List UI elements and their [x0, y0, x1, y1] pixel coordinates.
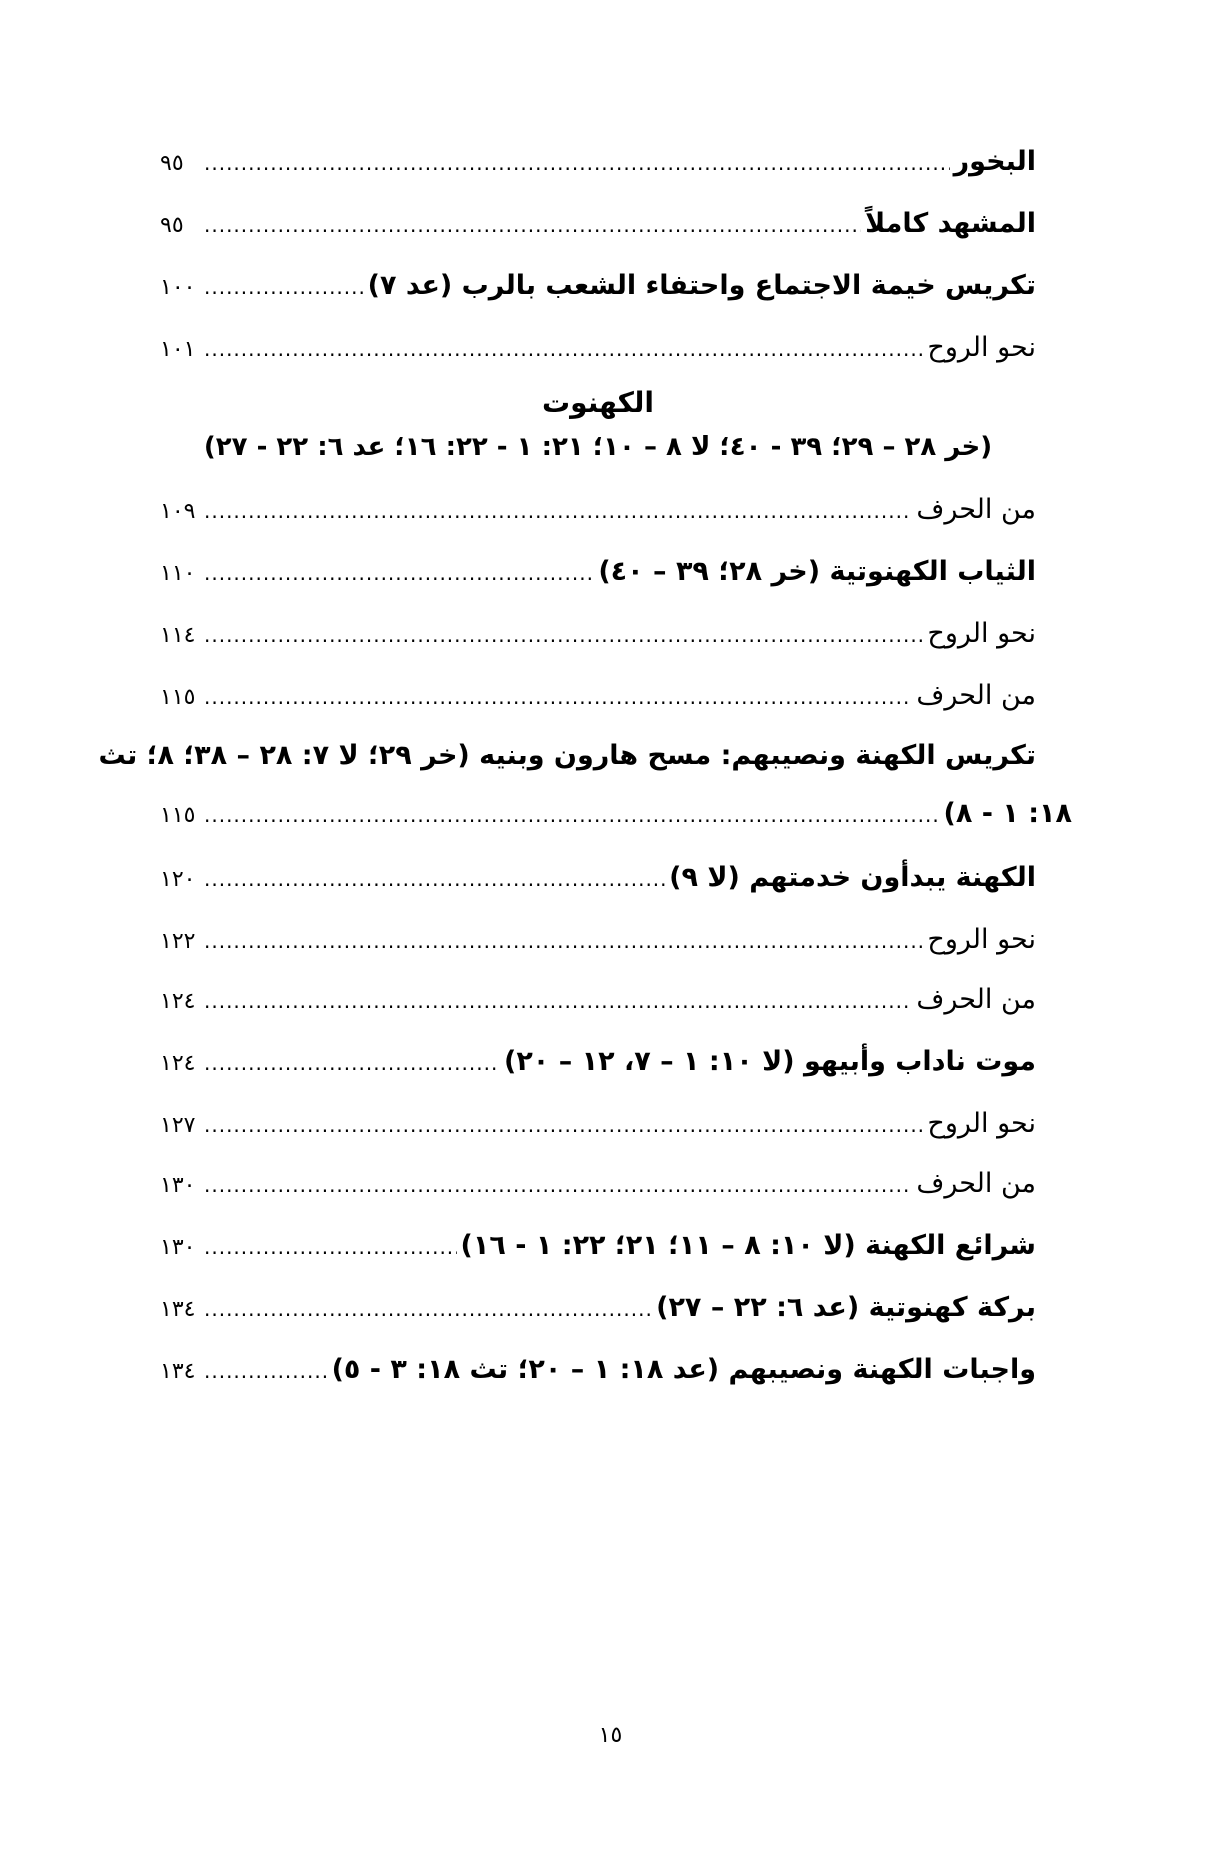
toc-entry-page: ٩٥ — [160, 151, 184, 176]
toc-entry-page: ١٣٠ — [160, 1235, 196, 1260]
toc-entry-priest-laws — [160, 1226, 1036, 1266]
toc-entry-title: الثياب الكهنوتية (خر ٢٨؛ ٣٩ – ٤٠) — [598, 556, 1036, 587]
toc-entry-title: من الحرف — [916, 680, 1036, 711]
toc-entry-page: ١٣٤ — [160, 1297, 196, 1322]
section-title: الكهنوت — [542, 386, 654, 419]
dot-leader — [204, 329, 923, 369]
toc-entry-title: نحو الروح — [927, 618, 1036, 649]
toc-entry-title: واجبات الكهنة ونصيبهم (عد ١٨: ١ – ٢٠؛ تث ١٨: ٣ - ٥) — [331, 1354, 1036, 1385]
toc-entry-letter — [160, 490, 1036, 530]
toc-entry-letter — [160, 980, 1036, 1020]
dot-leader — [204, 1289, 652, 1329]
dot-leader — [204, 1105, 923, 1145]
dot-leader — [204, 1043, 500, 1083]
toc-entry-title: ١٨: ١ - ٨) — [943, 798, 1072, 829]
toc-entry-priestly-blessing — [160, 1288, 1036, 1328]
toc-entry-title: نحو الروح — [927, 1108, 1036, 1139]
toc-entry-title: بركة كهنوتية (عد ٦: ٢٢ – ٢٧) — [656, 1292, 1036, 1323]
toc-entry-page: ١٢٤ — [160, 1051, 196, 1076]
toc-entry-spirit — [160, 920, 1036, 960]
dot-leader — [204, 795, 940, 835]
toc-entry-spirit — [160, 1104, 1036, 1144]
toc-entry-page: ١١٤ — [160, 623, 196, 648]
dot-leader — [204, 1351, 328, 1391]
dot-leader — [204, 1227, 457, 1267]
toc-entry-letter — [160, 1164, 1036, 1204]
toc-entry-page: ١٢٠ — [160, 867, 196, 892]
toc-entry-page: ٩٥ — [160, 213, 184, 238]
toc-entry-page: ١٢٤ — [160, 989, 196, 1014]
toc-entry-letter — [160, 676, 1036, 716]
dot-leader — [204, 143, 950, 183]
dot-leader — [204, 981, 912, 1021]
dot-leader — [204, 491, 912, 531]
toc-entry-garments — [160, 552, 1036, 592]
toc-entry-consecration-line2 — [160, 794, 1072, 834]
dot-leader — [204, 677, 912, 717]
toc-entry-page: ١١٥ — [160, 685, 196, 710]
toc-entry-nadab-abihu — [160, 1042, 1036, 1082]
dot-leader — [204, 859, 665, 899]
page-number: ١٥ — [598, 1723, 623, 1748]
toc-entry-title: من الحرف — [916, 984, 1036, 1015]
toc-entry-priest-duties — [160, 1350, 1036, 1390]
toc-entry-scene — [160, 204, 1036, 244]
toc-entry-bakhour — [160, 142, 1036, 182]
toc-entry-title: تكريس خيمة الاجتماع واحتفاء الشعب بالرب (عد ٧) — [367, 270, 1036, 301]
toc-entry-page: ١٢٧ — [160, 1113, 196, 1138]
dot-leader — [204, 615, 923, 655]
toc-entry-page: ١١٥ — [160, 803, 196, 828]
toc-entry-consecration-line1: تكريس الكهنة ونصيبهم: مسح هارون وبنيه (خر ٢٩؛ لا ٧: ٢٨ – ٣٨؛ ٨؛ تث — [98, 740, 1036, 771]
toc-entry-tent-dedication — [160, 266, 1036, 306]
toc-entry-page: ١٠٠ — [160, 275, 196, 300]
toc-entry-page: ١٣٠ — [160, 1173, 196, 1198]
toc-entry-title: نحو الروح — [927, 924, 1036, 955]
section-reference: (خر ٢٨ – ٢٩؛ ٣٩ - ٤٠؛ لا ٨ – ١٠؛ ٢١: ١ - ٢٢: ١٦؛ عد ٦: ٢٢ - ٢٧) — [203, 432, 993, 462]
toc-entry-page: ١٢٢ — [160, 929, 196, 954]
toc-entry-title: نحو الروح — [927, 332, 1036, 363]
dot-leader — [204, 267, 364, 307]
toc-entry-page: ١٠٩ — [160, 499, 196, 524]
toc-entry-title: موت ناداب وأبيهو (لا ١٠: ١ – ٧، ١٢ – ٢٠) — [503, 1046, 1036, 1077]
toc-entry-page: ١١٠ — [160, 561, 196, 586]
toc-entry-title: البخور — [953, 146, 1036, 177]
toc-entry-page: ١٠١ — [160, 337, 196, 362]
toc-entry-spirit — [160, 328, 1036, 368]
toc-entry-title: شرائع الكهنة (لا ١٠: ٨ – ١١؛ ٢١؛ ٢٢: ١ - ١٦) — [460, 1230, 1036, 1261]
dot-leader — [204, 1165, 912, 1205]
dot-leader — [204, 205, 861, 245]
toc-entry-page: ١٣٤ — [160, 1359, 196, 1384]
dot-leader — [204, 553, 594, 593]
dot-leader — [204, 921, 923, 961]
toc-entry-spirit — [160, 614, 1036, 654]
toc-entry-priests-begin — [160, 858, 1036, 898]
toc-entry-title: المشهد كاملاً — [865, 208, 1036, 239]
toc-entry-title: من الحرف — [916, 494, 1036, 525]
toc-entry-title: الكهنة يبدأون خدمتهم (لا ٩) — [669, 862, 1036, 893]
toc-entry-title: من الحرف — [916, 1168, 1036, 1199]
